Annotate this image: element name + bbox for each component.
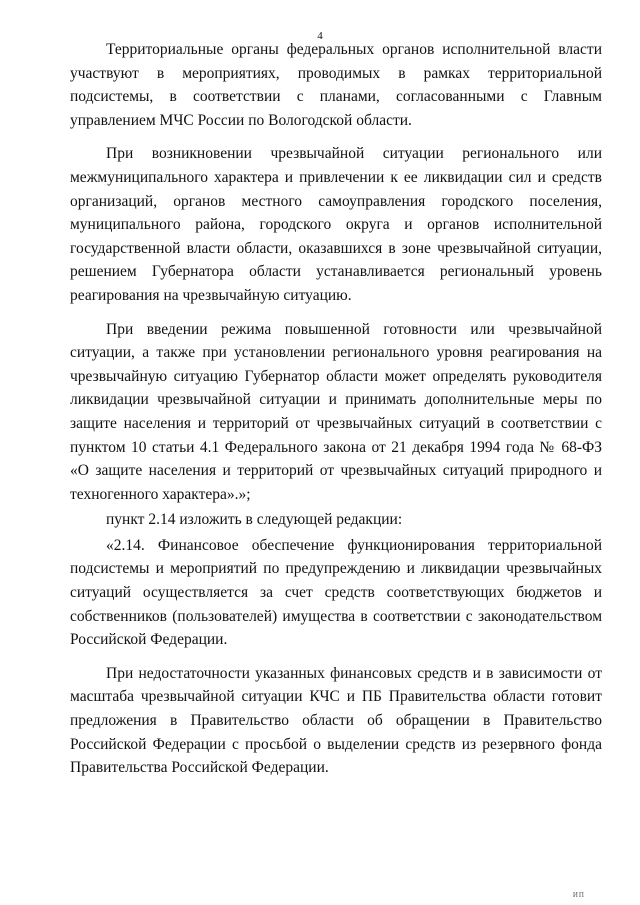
document-body	[70, 38, 602, 780]
paragraph-amendment-clause: пункт 2.14 изложить в следующей редакции:	[106, 511, 403, 529]
paragraph-governor-powers: При введении режима повышенной готовности или чрезвычайной ситуации, а также при установлении регионального уровня реагирования на чрезвычайную ситуацию Губернатор области может определять руководителя ликвидации чрезвычайной ситуации и принимать дополнительные меры по защите населения и территорий от чрезвычайных ситуаций в соответствии с пунктом 10 статьи 4.1 Федерального закона от 21 декабря 1994 года № 68-ФЗ «О защите населения и территорий от чрезвычайных ситуаций природного и техногенного характера».»;	[70, 320, 602, 503]
paragraph-emergency-response-level: При возникновении чрезвычайной ситуации регионального или межмуниципального характера и привлечении к ее ликвидации сил и средств организаций, органов местного самоуправления городского поселения, муниципального района, городского округа и органов исполнительной государственной власти области, оказавшихся в зоне чрезвычайной ситуации, решением Губернатора области устанавливается региональный уровень реагирования на чрезвычайную ситуацию.	[70, 145, 602, 304]
page-number: 4	[317, 30, 323, 42]
paragraph-territorial-bodies: Территориальные органы федеральных органов исполнительной власти участвуют в мероприятиях, проводимых в рамках территориальной подсистемы, в соответствии с планами, согласованными с Главным управлением МЧС России по Вологодской области.	[70, 41, 602, 129]
paragraph-reserve-fund: При недостаточности указанных финансовых средств и в зависимости от масштаба чрезвычайной ситуации КЧС и ПБ Правительства области готовит предложения в Правительство области об обращении в Правительство Российской Федерации с просьбой о выделении средств из резервного фонда Правительства Российской Федерации.	[70, 664, 602, 777]
paragraph-financing-2-14: «2.14. Финансовое обеспечение функционирования территориальной подсистемы и мероприятий по предупреждению и ликвидации чрезвычайных ситуаций осуществляется за счет средств соответствующих бюджетов и собственников (пользователей) имущества в соответствии с законодательством Российской Федерации.	[70, 536, 602, 649]
corner-mark: ИП	[572, 891, 585, 899]
